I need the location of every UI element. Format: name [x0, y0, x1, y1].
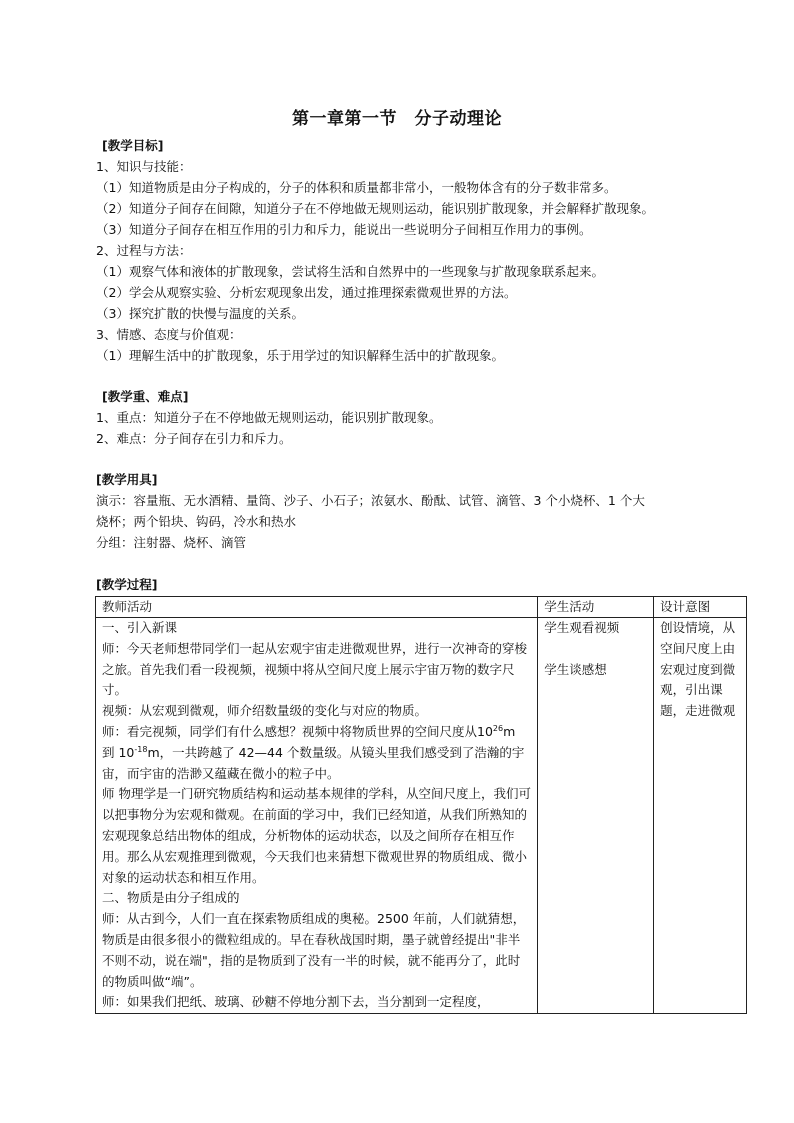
teacher-activity-cell	[96, 618, 538, 1014]
design-intent-cell	[654, 618, 747, 1014]
paragraph-text: m 到 10	[102, 723, 516, 760]
paragraph	[102, 722, 531, 784]
column-header-design: 设计意图	[654, 597, 747, 618]
tools-line: 演示：容量瓶、无水酒精、量筒、沙子、小石子；浓氨水、酚酞、试管、滴管、3 个小烧杯、1 个大	[96, 493, 645, 508]
objectives-heading: [教学目标]	[102, 138, 164, 153]
process-table	[95, 596, 747, 1014]
objectives-line: （1）理解生活中的扩散现象，乐于用学过的知识解释生活中的扩散现象。	[96, 348, 504, 363]
key-points-line: 2、难点：分子间存在引力和斥力。	[96, 431, 292, 446]
paragraph: 师：如果我们把纸、玻璃、砂糖不停地分割下去，当分割到一定程度，	[102, 994, 490, 1010]
key-points-line: 1、重点：知道分子在不停地做无规则运动，能识别扩散现象。	[96, 410, 442, 425]
objectives-line: （1）知道物质是由分子构成的，分子的体积和质量都非常小，一般物体含有的分子数非常多。	[96, 180, 617, 195]
key-points-heading: [教学重、难点]	[102, 389, 189, 404]
objectives-line: （3）知道分子间存在相互作用的引力和斥力，能说出一些说明分子间相互作用力的事例。	[96, 222, 592, 237]
section-title: 二、物质是由分子组成的	[102, 890, 240, 906]
table-row	[96, 618, 747, 1014]
design-intent-text: 创设情境，从空间尺度上由宏观过度到微观，引出课题，走进微观	[660, 620, 736, 719]
student-activity-cell	[538, 618, 654, 1014]
column-header-teacher: 教师活动	[96, 597, 538, 618]
student-activity: 学生谈感想	[544, 661, 607, 677]
tools-line: 烧杯；两个铅块、钩码，冷水和热水	[96, 514, 297, 529]
tools-heading: [教学用具]	[96, 472, 158, 487]
tools-line: 分组：注射器、烧杯、滴管	[96, 535, 247, 550]
table-header-row	[96, 597, 747, 618]
paragraph: 师 物理学是一门研究物质结构和运动基本规律的学科，从空间尺度上，我们可以把事物分为宏观和微观。在前面的学习中，我们已经知道，从我们所熟知的宏观现象总结出物体的组成，分析物体的运动状态，以及之间所存在相互作用。那么从宏观推理到微观，今天我们也来猜想下微观世界的物质组成、微小对象的运动状态和相互作用。	[102, 786, 531, 885]
objectives-line: 3、情感、态度与价值观：	[96, 327, 242, 342]
paragraph-text: m，一共跨越了 42—44 个数量级。从镜头里我们感受到了浩瀚的宇宙，而宇宙的浩渺又蕴藏在微小的粒子中。	[102, 744, 525, 781]
exponent: 26	[492, 723, 504, 733]
column-header-student: 学生活动	[538, 597, 654, 618]
paragraph: 师：从古到今，人们一直在探索物质组成的奥秘。2500 年前，人们就猜想，物质是由很多很小的微粒组成的。早在春秋战国时期，墨子就曾经提出"非半不则不动，说在端"，指的是物质到了没有一半的时候，就不能再分了，此时的物质叫做“端”。	[102, 911, 526, 989]
objectives-line: （2）知道分子间存在间隙，知道分子在不停地做无规则运动，能识别扩散现象，并会解释扩散现象。	[96, 201, 654, 216]
paragraph: 视频：从宏观到微观，师介绍数量级的变化与对应的物质。	[102, 703, 428, 719]
objectives-line: （3）探究扩散的快慢与温度的关系。	[96, 306, 304, 321]
paragraph-text: 10	[477, 723, 493, 739]
objectives-line: 2、过程与方法：	[96, 243, 192, 258]
objectives-line: 1、知识与技能：	[96, 159, 192, 174]
objectives-line: （2）学会从观察实验、分析宏观现象出发，通过推理探索微观世界的方法。	[96, 285, 517, 300]
page-title: 第一章第一节 分子动理论	[292, 109, 502, 129]
section-title: 一、引入新课	[102, 620, 178, 635]
exponent: -18	[134, 744, 148, 754]
process-heading: [教学过程]	[96, 577, 158, 592]
paragraph: 师：今天老师想带同学们一起从宏观宇宙走进微观世界，进行一次神奇的穿梭之旅。首先我们看一段视频，视频中将从空间尺度上展示宇宙万物的数字尺寸。	[102, 640, 528, 698]
student-activity: 学生观看视频	[544, 620, 620, 635]
paragraph-text: 师：看完视频，同学们有什么感想？视频中将物质世界的空间尺度从	[102, 723, 478, 739]
objectives-line: （1）观察气体和液体的扩散现象，尝试将生活和自然界中的一些现象与扩散现象联系起来。	[96, 264, 604, 279]
